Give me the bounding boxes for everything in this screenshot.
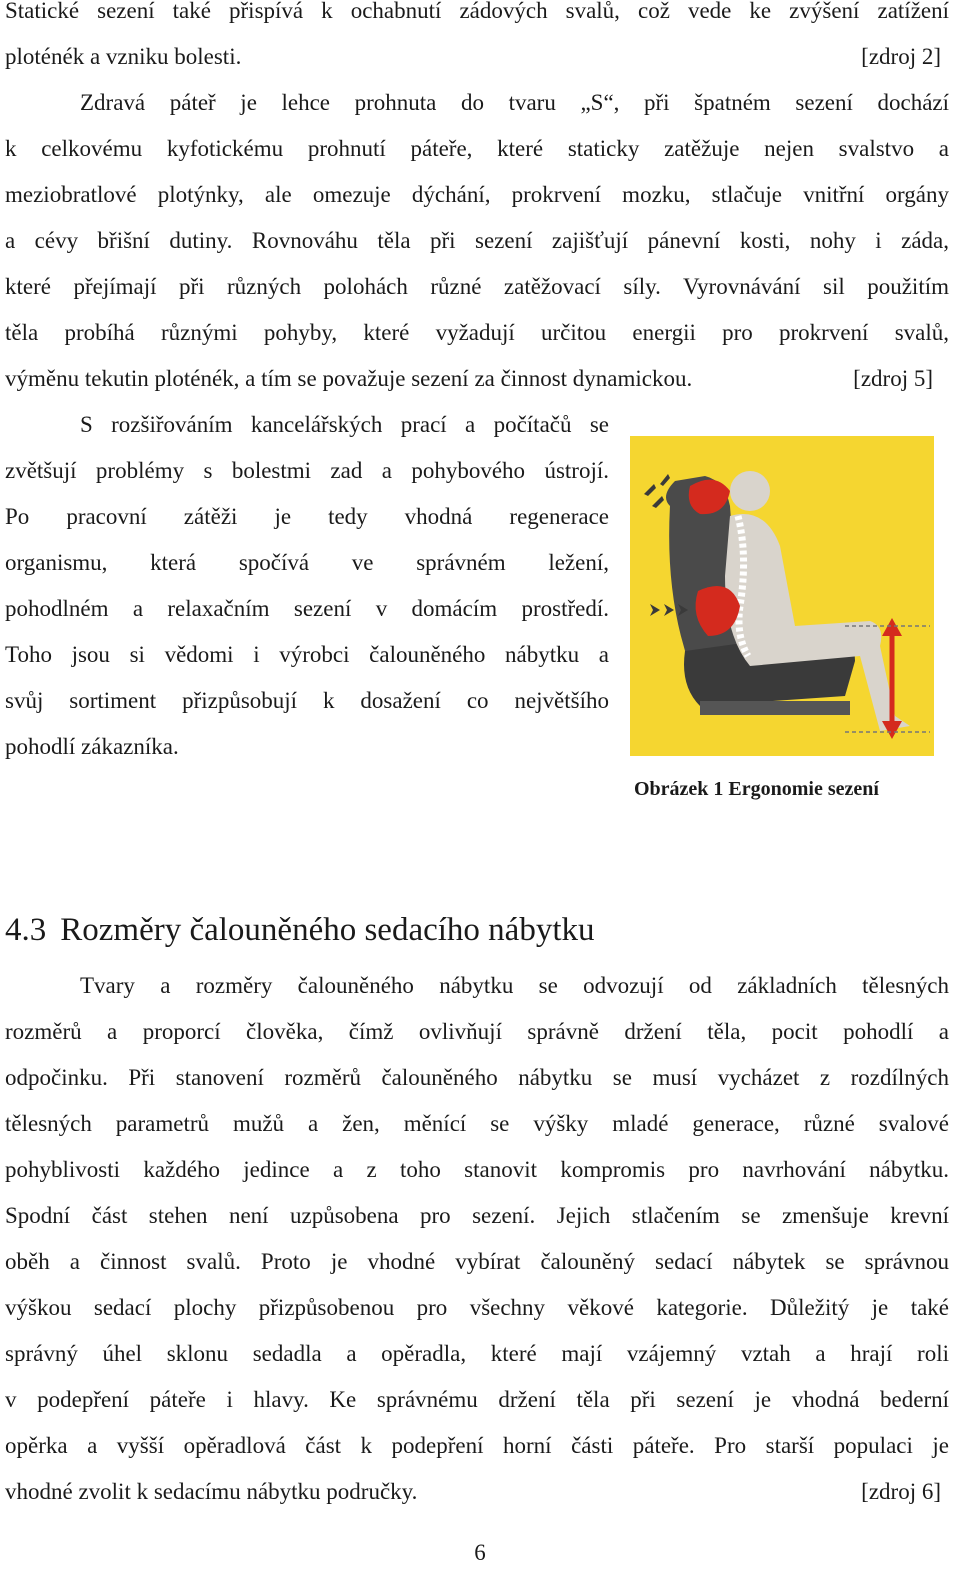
- text-line: rozměrů a proporcí člověka, čímž ovlivňují správně držení těla, pocit pohodlí a: [5, 1019, 949, 1044]
- person-head: [730, 471, 770, 511]
- figure-caption: Obrázek 1 Ergonomie sezení: [634, 778, 879, 800]
- text-line: odpočinku. Při stanovení rozměrů čalouněného nábytku se musí vycházet z rozdílných: [5, 1065, 949, 1090]
- text-line: Zdravá páteř je lehce prohnuta do tvaru „S“, při špatném sezení dochází: [80, 90, 949, 115]
- text-line: výškou sedací plochy přizpůsobenou pro všechny věkové kategorie. Důležitý je také: [5, 1295, 949, 1320]
- text-line: oběh a činnost svalů. Proto je vhodné vybírat čalouněný sedací nábytek se správnou: [5, 1249, 949, 1274]
- text-line: meziobratlové plotýnky, ale omezuje dýchání, prokrvení mozku, stlačuje vnitřní orgány: [5, 182, 949, 207]
- text-line: Toho jsou si vědomi i výrobci čalouněného nábytku a: [5, 642, 609, 667]
- text-line-with-reference: [5, 356, 949, 402]
- text-line: pohyblivosti každého jedince a z toho stanovit kompromis pro navrhování nábytku.: [5, 1157, 949, 1182]
- text-line: těla probíhá různými pohyby, které vyžadují určitou energii pro prokrvení svalů,: [5, 320, 949, 345]
- text-line: svůj sortiment přizpůsobují k dosažení co největšího: [5, 688, 609, 713]
- text-line: ploténék a vzniku bolesti.: [5, 44, 242, 69]
- text-line: k celkovému kyfotickému prohnutí páteře, které staticky zatěžuje nejen svalstvo a: [5, 136, 949, 161]
- source-reference: [zdroj 5]: [853, 366, 933, 391]
- section-title: Rozměry čalouněného sedacího nábytku: [60, 912, 595, 948]
- text-line: v podepření páteře i hlavy. Ke správnému držení těla při sezení je vhodná bederní: [5, 1387, 949, 1412]
- text-line: zvětšují problémy s bolestmi zad a pohybového ústrojí.: [5, 458, 609, 483]
- paragraph-4: [5, 963, 949, 1515]
- paragraph-2: [5, 80, 949, 402]
- text-line: Spodní část stehen není uzpůsobena pro sezení. Jejich stlačením se zmenšuje krevní: [5, 1203, 949, 1228]
- text-line: a cévy břišní dutiny. Rovnováhu těla při sezení zajišťují pánevní kosti, nohy i záda,: [5, 228, 949, 253]
- text-line: Statické sezení také přispívá k ochabnutí zádových svalů, což vede ke zvýšení zatížení: [5, 0, 949, 23]
- source-reference: [zdroj 6]: [861, 1479, 941, 1504]
- text-line: tělesných parametrů mužů a žen, měnící se výšky mladé generace, různé svalové: [5, 1111, 949, 1136]
- section-number: 4.3: [5, 912, 47, 948]
- text-line: opěrka a vyšší opěradlová část k podepření horní části páteře. Pro starší populaci je: [5, 1433, 949, 1458]
- page-number: 6: [474, 1540, 486, 1565]
- text-line: vhodné zvolit k sedacímu nábytku područky.: [5, 1479, 418, 1504]
- ergonomics-figure: [630, 436, 934, 756]
- ergonomic-seat-illustration: [630, 436, 934, 756]
- paragraph-1: [5, 0, 949, 80]
- text-line: pohodlí zákazníka.: [5, 734, 179, 759]
- text-line: Po pracovní zátěži je tedy vhodná regenerace: [5, 504, 609, 529]
- paragraph-3: [5, 402, 609, 770]
- text-line: Tvary a rozměry čalouněného nábytku se odvozují od základních tělesných: [80, 973, 949, 998]
- text-line: S rozšiřováním kancelářských prací a počítačů se: [80, 412, 609, 437]
- source-reference: [zdroj 2]: [861, 44, 941, 69]
- text-line-with-reference: [5, 1469, 949, 1515]
- text-line: pohodlném a relaxačním sezení v domácím prostředí.: [5, 596, 609, 621]
- text-line: které přejímají při různých polohách různé zatěžovací síly. Vyrovnávání sil použitím: [5, 274, 949, 299]
- text-line: výměnu tekutin ploténék, a tím se považuje sezení za činnost dynamickou.: [5, 366, 693, 391]
- text-line-with-reference: [5, 34, 949, 80]
- text-line: správný úhel sklonu sedadla a opěradla, které mají vzájemný vztah a hrají roli: [5, 1341, 949, 1366]
- section-heading: [5, 904, 595, 956]
- text-line: organismu, která spočívá ve správném ležení,: [5, 550, 609, 575]
- chair-base: [700, 701, 850, 715]
